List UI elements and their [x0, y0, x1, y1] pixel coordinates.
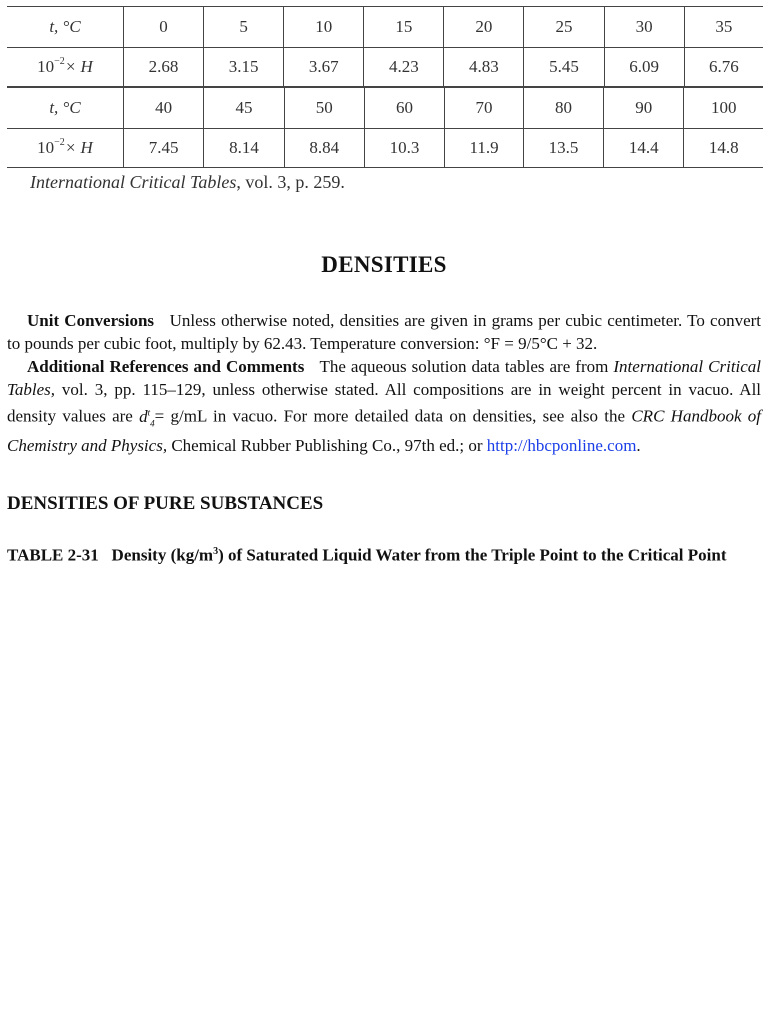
- table-cell: 25: [524, 7, 604, 48]
- table-cell: 45: [204, 88, 284, 129]
- table-cell: 60: [364, 88, 444, 129]
- table-cell: 10: [284, 7, 364, 48]
- table-cell: 13.5: [523, 129, 603, 168]
- table-cell: 5: [204, 7, 284, 48]
- table-cell: 30: [604, 7, 684, 48]
- table-cell: 11.9: [445, 129, 524, 168]
- table-cell: 14.4: [604, 129, 684, 168]
- table-cell: 3.67: [284, 48, 364, 87]
- row-label-henry: $10^{-2}\times H$: [7, 129, 124, 168]
- henry-constant-table-top: [7, 6, 763, 87]
- table-cell: 2.68: [124, 48, 204, 87]
- unit-conversions-paragraph: Unit Conversions Unless otherwise noted, densities are given in grams per cubic centimeter. To convert to pounds per cubic foot, multiply by 62.43. Temperature conversion: °F = 9/5°C + 32.: [7, 311, 761, 353]
- table-row-temperature: [7, 88, 763, 129]
- row-label-temperature: t, °C: [7, 88, 124, 129]
- table-cell: 80: [523, 88, 603, 129]
- table-cell: 15: [364, 7, 444, 48]
- table-cell: 50: [284, 88, 364, 129]
- row-label-temperature: t, °C: [7, 7, 124, 48]
- table-cell: 8.14: [204, 129, 284, 168]
- table-row-henry: [7, 129, 763, 168]
- table-cell: 10.3: [364, 129, 444, 168]
- table-cell: 20: [444, 7, 524, 48]
- table-cell: 90: [604, 88, 684, 129]
- table-cell: 100: [684, 88, 763, 129]
- paragraph-lead: Unit Conversions: [27, 311, 155, 330]
- table-cell: 7.45: [124, 129, 204, 168]
- table-row-henry: [7, 48, 763, 87]
- table-cell: 4.83: [444, 48, 524, 87]
- table-cell: 4.23: [364, 48, 444, 87]
- row-label-henry: $10^{-2}\times H$: [7, 48, 124, 87]
- table-cell: 70: [445, 88, 524, 129]
- table-cell: 6.09: [604, 48, 684, 87]
- table-cell: 0: [124, 7, 204, 48]
- table-cell: 14.8: [684, 129, 763, 168]
- table-cell: 8.84: [284, 129, 364, 168]
- section-heading-densities: DENSITIES: [321, 252, 447, 277]
- table-cell: 40: [124, 88, 204, 129]
- henry-constant-table-bottom: [7, 87, 763, 168]
- table-caption: TABLE 2-31 Density $(kg/m^3)$ of Saturated Liquid Water from the Triple Point to the Critical Point: [7, 545, 727, 565]
- table-source-note: International Critical Tables, vol. 3, p. 259.: [30, 172, 345, 192]
- density-symbol: $d^t_4$: [139, 406, 155, 429]
- table-cell: 35: [684, 7, 763, 48]
- table-row-temperature: [7, 7, 763, 48]
- table-cell: 6.76: [684, 48, 763, 87]
- subheading-pure-substances: DENSITIES OF PURE SUBSTANCES: [7, 493, 324, 514]
- table-cell: 5.45: [524, 48, 604, 87]
- table-cell: 3.15: [204, 48, 284, 87]
- paragraph-lead: Additional References and Comments: [27, 357, 305, 376]
- hbcponline-link[interactable]: http://hbcponline.com: [486, 435, 637, 455]
- additional-references-paragraph: Additional References and Comments The aqueous solution data tables are from International Critical Tables, vol. 3, pp. 115–129, unless otherwise stated. All compositions are in weight percent in vacuo. All density values are $d^t_4= g/mL$ in vacuo. For more detailed data on densities, see also the CRC Handbook of Chemistry and Physics, Chemical Rubber Publishing Co., 97th ed.; or http://hbcponline.com.: [7, 357, 762, 455]
